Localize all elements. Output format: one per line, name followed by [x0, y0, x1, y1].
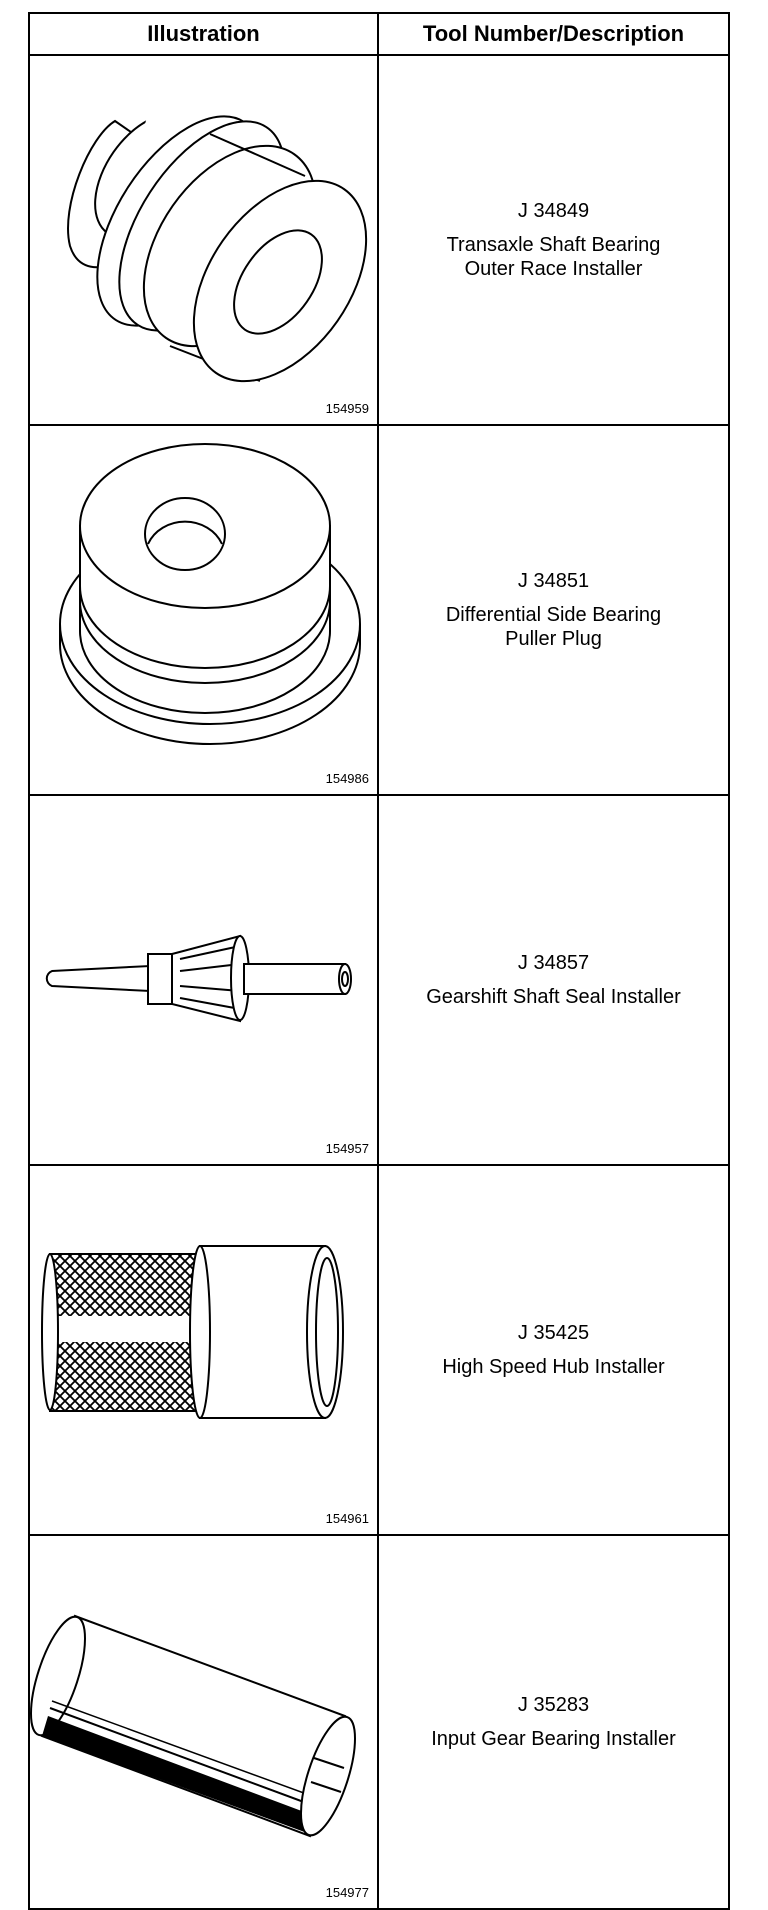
table-row: [30, 1536, 728, 1908]
tool-number: J 34849: [517, 200, 590, 222]
hub-installer-drawing: [30, 1166, 377, 1536]
figure-number: 154986: [325, 771, 369, 786]
bearing-installer-drawing: [30, 1536, 377, 1908]
tool-header: Tool Number/Description: [422, 21, 685, 46]
illustration-header: Illustration: [30, 14, 379, 54]
tool-number: J 35283: [517, 1694, 590, 1716]
table-row: [30, 796, 728, 1166]
tool-number: J 34857: [517, 952, 590, 974]
tool-description: Transaxle Shaft Bearing Outer Race Installer: [446, 234, 661, 280]
description-cell: [379, 1536, 728, 1908]
description-cell: [379, 796, 728, 1164]
seal-installer-drawing: [30, 796, 377, 1166]
puller-plug-drawing: [30, 426, 377, 796]
description-cell: [379, 56, 728, 424]
bearing-race-installer-drawing: [30, 56, 377, 426]
illustration-cell: [30, 796, 379, 1164]
tool-description: Gearshift Shaft Seal Installer: [426, 986, 681, 1008]
figure-number: 154959: [325, 401, 369, 416]
tool-number: J 35425: [517, 1322, 590, 1344]
figure-number: 154957: [325, 1141, 369, 1156]
tool-number: J 34851: [517, 570, 590, 592]
table-row: [30, 426, 728, 796]
figure-number: 154961: [325, 1511, 369, 1526]
table-row: [30, 56, 728, 426]
description-cell: [379, 1166, 728, 1534]
table-header: [30, 14, 728, 56]
tool-table: [28, 12, 730, 1910]
illustration-cell: [30, 1166, 379, 1534]
illustration-cell: [30, 426, 379, 794]
illustration-cell: [30, 1536, 379, 1908]
tool-description: Input Gear Bearing Installer: [431, 1728, 676, 1750]
tool-description: High Speed Hub Installer: [442, 1356, 665, 1378]
description-cell: [379, 426, 728, 794]
illustration-cell: [30, 56, 379, 424]
table-row: [30, 1166, 728, 1536]
figure-number: 154977: [325, 1885, 369, 1900]
tool-description: Differential Side Bearing Puller Plug: [445, 604, 662, 650]
